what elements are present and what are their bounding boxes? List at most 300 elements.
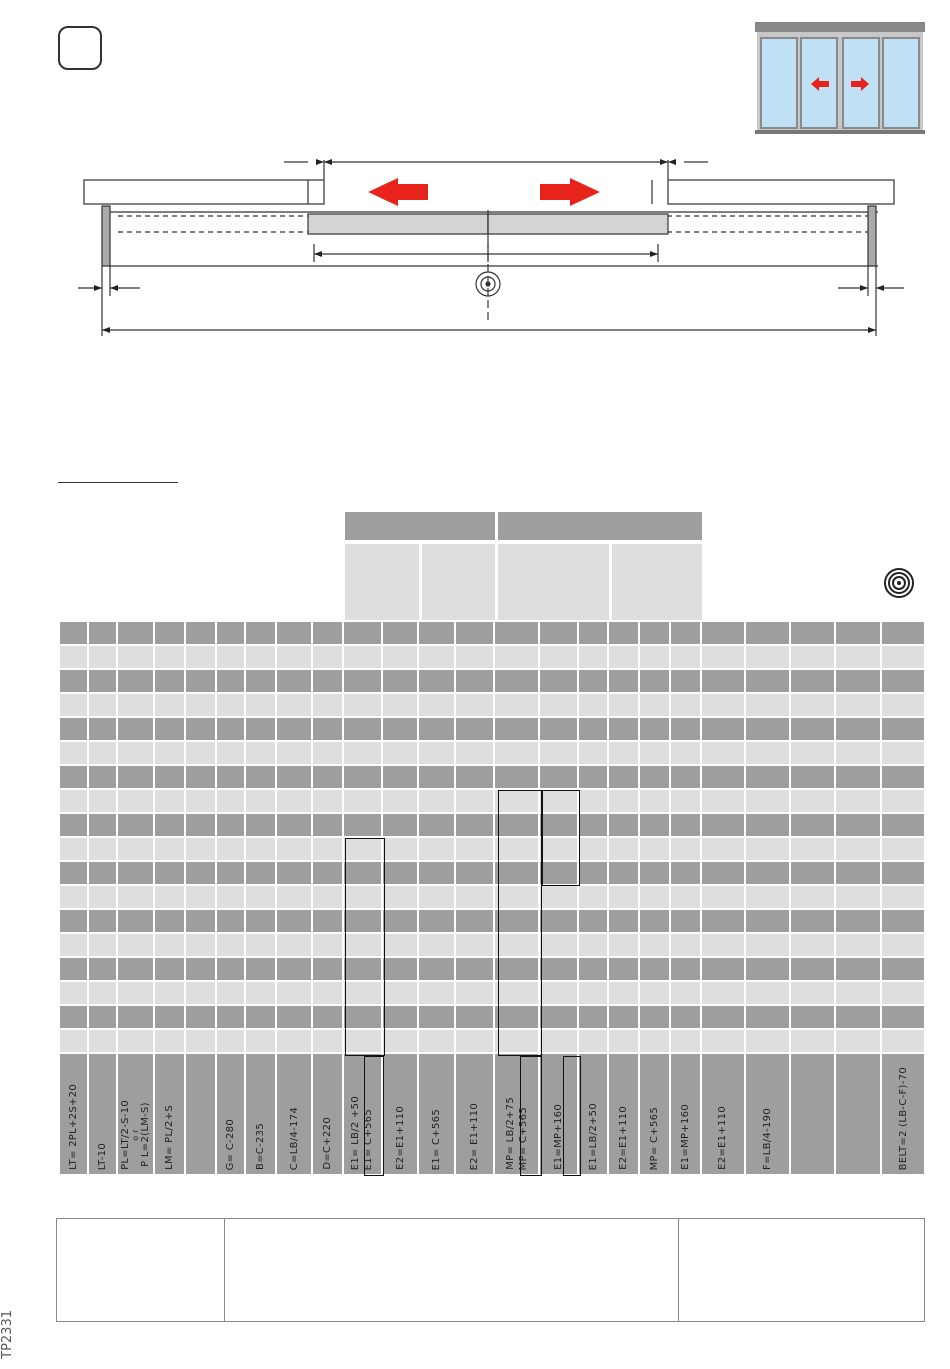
table-cell (540, 790, 577, 812)
table-cell (609, 646, 638, 668)
table-cell (217, 694, 244, 716)
table-row (60, 790, 924, 812)
table-cell (155, 622, 184, 644)
table-cell (609, 886, 638, 908)
table-cell (186, 1030, 215, 1052)
formula-line: F=LB/4-190 (761, 1108, 773, 1170)
table-cell (579, 934, 606, 956)
subheader-a2 (422, 544, 495, 620)
table-cell (640, 934, 669, 956)
table-cell (118, 910, 152, 932)
table-cell (277, 862, 310, 884)
formula-text (225, 1115, 236, 1170)
dimensions-table (58, 512, 926, 1178)
table-cell (89, 646, 116, 668)
table-cell (836, 838, 879, 860)
table-cell (791, 910, 834, 932)
formula-cell (882, 1054, 925, 1174)
table-cell (882, 886, 925, 908)
table-cell (186, 646, 215, 668)
table-cell (419, 1006, 453, 1028)
table-cell (495, 862, 538, 884)
table-cell (836, 982, 879, 1004)
table-cell (702, 982, 743, 1004)
table-cell (579, 622, 606, 644)
formula-cell (419, 1054, 453, 1174)
table-cell (671, 622, 700, 644)
table-cell (217, 886, 244, 908)
table-cell (118, 862, 152, 884)
table-cell (277, 1006, 310, 1028)
table-cell (313, 838, 342, 860)
table-cell (60, 958, 87, 980)
table-cell (89, 718, 116, 740)
subheader-b2 (612, 544, 702, 620)
table-cell (344, 814, 381, 836)
table-cell (882, 718, 925, 740)
table-cell (217, 838, 244, 860)
table-cell (882, 958, 925, 980)
table-cell (186, 718, 215, 740)
table-cell (419, 646, 453, 668)
table-cell (702, 718, 743, 740)
table-cell (746, 862, 789, 884)
table-cell (60, 934, 87, 956)
table-cell (155, 742, 184, 764)
table-cell (313, 622, 342, 644)
table-cell (277, 766, 310, 788)
table-cell (702, 814, 743, 836)
table-cell (344, 1030, 381, 1052)
table-cell (495, 838, 538, 860)
table-cell (383, 958, 417, 980)
table-cell (118, 742, 152, 764)
table-cell (60, 838, 87, 860)
subheader-b1 (498, 544, 609, 620)
table-cell (882, 742, 925, 764)
table-cell (791, 694, 834, 716)
table-cell (671, 934, 700, 956)
drawing-open-left-arrow-icon (368, 178, 428, 206)
table-cell (640, 958, 669, 980)
table-cell (383, 814, 417, 836)
table-cell (456, 934, 493, 956)
table-cell (579, 1006, 606, 1028)
formula-cell (186, 1054, 215, 1174)
table-cell (186, 934, 215, 956)
table-cell (277, 742, 310, 764)
table-cell (456, 982, 493, 1004)
table-cell (640, 670, 669, 692)
table-cell (383, 742, 417, 764)
table-cell (383, 694, 417, 716)
table-cell (383, 862, 417, 884)
table-cell (579, 766, 606, 788)
table-cell (702, 958, 743, 980)
table-cell (344, 646, 381, 668)
table-cell (540, 814, 577, 836)
table-cell (217, 982, 244, 1004)
table-cell (344, 790, 381, 812)
table-cell (313, 1030, 342, 1052)
formula-cell (671, 1054, 700, 1174)
table-cell (246, 982, 275, 1004)
table-cell (313, 886, 342, 908)
table-cell (186, 694, 215, 716)
formula-line: E1= C+565 (363, 1108, 375, 1170)
table-cell (495, 886, 538, 908)
table-cell (89, 886, 116, 908)
table-cell (186, 838, 215, 860)
table-cell (155, 694, 184, 716)
table-cell (671, 646, 700, 668)
table-cell (456, 862, 493, 884)
table-cell (702, 838, 743, 860)
table-cell (118, 670, 152, 692)
table-cell (344, 694, 381, 716)
table-cell (791, 814, 834, 836)
table-cell (246, 790, 275, 812)
table-cell (495, 910, 538, 932)
table-cell (383, 1030, 417, 1052)
table-cell (383, 838, 417, 860)
table-cell (419, 814, 453, 836)
table-cell (186, 862, 215, 884)
table-cell (246, 886, 275, 908)
formula-line: E1= LB/2 +50 (350, 1095, 362, 1170)
formula-text (762, 1104, 773, 1170)
table-cell (836, 910, 879, 932)
table-cell (277, 886, 310, 908)
table-cell (882, 670, 925, 692)
formula-cell (456, 1054, 493, 1174)
table-row (60, 862, 924, 884)
notes-cell-3 (679, 1219, 924, 1321)
table-cell (118, 646, 152, 668)
table-cell (836, 646, 879, 668)
table-cell (456, 670, 493, 692)
step-badge-icon (58, 26, 102, 70)
table-cell (118, 1030, 152, 1052)
table-cell (671, 790, 700, 812)
table-cell (186, 622, 215, 644)
table-cell (836, 1006, 879, 1028)
table-cell (313, 742, 342, 764)
table-cell (277, 982, 310, 1004)
formula-line: LM= PL/2+S (163, 1105, 175, 1170)
formula-text (97, 1139, 108, 1170)
table-cell (540, 694, 577, 716)
table-cell (383, 982, 417, 1004)
table-cell (671, 742, 700, 764)
table-cell (419, 718, 453, 740)
formula-line: MP= C+565 (648, 1106, 660, 1170)
table-cell (277, 1030, 310, 1052)
table-cell (155, 670, 184, 692)
table-cell (579, 838, 606, 860)
table-cell (836, 742, 879, 764)
table-cell (118, 982, 152, 1004)
table-cell (746, 694, 789, 716)
formula-text (618, 1102, 629, 1170)
formula-text (588, 1099, 599, 1170)
formula-line: PL=LT/2-S-10 (120, 1100, 131, 1170)
table-cell (836, 622, 879, 644)
formula-cell (640, 1054, 669, 1174)
table-cell (118, 838, 152, 860)
table-cell (579, 718, 606, 740)
table-cell (313, 694, 342, 716)
table-cell (791, 982, 834, 1004)
table-cell (456, 766, 493, 788)
formula-text (505, 1093, 516, 1170)
table-cell (118, 814, 152, 836)
table-cell (419, 862, 453, 884)
table-cell (746, 646, 789, 668)
table-row (60, 694, 924, 716)
formula-cell (60, 1054, 87, 1174)
table-row (60, 1030, 924, 1052)
table-cell (882, 934, 925, 956)
table-cell (836, 694, 879, 716)
group-header-b (498, 512, 702, 540)
table-cell (344, 934, 381, 956)
table-cell (836, 862, 879, 884)
table-cell (89, 694, 116, 716)
table-cell (791, 886, 834, 908)
table-cell (456, 814, 493, 836)
table-cell (882, 1030, 925, 1052)
table-cell (277, 622, 310, 644)
table-cell (456, 910, 493, 932)
table-cell (495, 766, 538, 788)
formula-cell (155, 1054, 184, 1174)
table-cell (495, 694, 538, 716)
formula-text (363, 1105, 374, 1170)
table-cell (671, 766, 700, 788)
table-cell (118, 622, 152, 644)
table-cell (540, 910, 577, 932)
table-cell (217, 814, 244, 836)
table-cell (882, 910, 925, 932)
table-cell (344, 862, 381, 884)
table-cell (495, 814, 538, 836)
table-cell (456, 886, 493, 908)
table-cell (155, 862, 184, 884)
table-cell (383, 718, 417, 740)
table-cell (882, 1006, 925, 1028)
table-cell (155, 934, 184, 956)
table-cell (186, 814, 215, 836)
table-cell (383, 646, 417, 668)
table-cell (579, 646, 606, 668)
formula-cell (791, 1054, 834, 1174)
table-cell (609, 862, 638, 884)
table-cell (344, 910, 381, 932)
formula-line: MP= C+565 (517, 1106, 529, 1170)
table-cell (155, 958, 184, 980)
table-cell (217, 910, 244, 932)
table-cell (419, 910, 453, 932)
formula-line: BELT=2 (LB-C-F)-70 (898, 1066, 910, 1170)
table-cell (579, 742, 606, 764)
table-cell (671, 1030, 700, 1052)
table-cell (344, 838, 381, 860)
table-cell (419, 886, 453, 908)
table-cell (495, 670, 538, 692)
formula-line: o r (131, 1129, 140, 1141)
formula-line: G= C-280 (225, 1118, 237, 1170)
formula-cell (579, 1054, 606, 1174)
table-cell (791, 1006, 834, 1028)
table-cell (640, 766, 669, 788)
table-cell (60, 886, 87, 908)
table-cell (609, 814, 638, 836)
table-cell (344, 958, 381, 980)
table-cell (702, 1006, 743, 1028)
table-cell (882, 622, 925, 644)
table-cell (540, 886, 577, 908)
formula-line: C=LB/4-174 (288, 1106, 300, 1170)
table-cell (246, 742, 275, 764)
table-cell (313, 766, 342, 788)
table-cell (540, 958, 577, 980)
table-cell (217, 646, 244, 668)
table-cell (540, 742, 577, 764)
formula-text (898, 1063, 909, 1170)
table-cell (419, 958, 453, 980)
table-cell (60, 766, 87, 788)
table-cell (89, 790, 116, 812)
formula-text (649, 1103, 660, 1170)
table-cell (791, 622, 834, 644)
table-cell (246, 766, 275, 788)
table-cell (383, 622, 417, 644)
table-cell (702, 934, 743, 956)
table-cell (836, 790, 879, 812)
table-cell (155, 646, 184, 668)
table-cell (419, 790, 453, 812)
table-cell (671, 886, 700, 908)
table-cell (60, 862, 87, 884)
table-cell (89, 1006, 116, 1028)
formula-text (469, 1099, 480, 1170)
table-cell (579, 910, 606, 932)
table-cell (60, 718, 87, 740)
table-cell (456, 694, 493, 716)
formula-cell (383, 1054, 417, 1174)
table-cell (155, 886, 184, 908)
table-cell (640, 622, 669, 644)
formula-cell (313, 1054, 342, 1174)
formula-cell (746, 1054, 789, 1174)
table-cell (746, 670, 789, 692)
table-cell (246, 862, 275, 884)
table-cell (746, 1030, 789, 1052)
table-cell (640, 790, 669, 812)
formula-line: E2=E1+110 (617, 1106, 629, 1170)
table-cell (456, 742, 493, 764)
table-cell (419, 838, 453, 860)
table-cell (313, 718, 342, 740)
formula-cell (609, 1054, 638, 1174)
table-cell (579, 886, 606, 908)
table-cell (419, 934, 453, 956)
table-cell (495, 1030, 538, 1052)
table-cell (702, 1030, 743, 1052)
table-cell (671, 862, 700, 884)
table-cell (186, 886, 215, 908)
table-cell (383, 886, 417, 908)
table-cell (313, 934, 342, 956)
table-cell (383, 1006, 417, 1028)
table-cell (495, 646, 538, 668)
table-cell (60, 670, 87, 692)
table-cell (609, 670, 638, 692)
table-cell (186, 982, 215, 1004)
table-cell (579, 958, 606, 980)
notes-cell-1 (57, 1219, 225, 1321)
formula-cell (118, 1054, 152, 1174)
table-cell (383, 934, 417, 956)
formula-text (120, 1096, 151, 1170)
table-cell (791, 790, 834, 812)
table-cell (246, 646, 275, 668)
table-cell (118, 694, 152, 716)
table-cell (540, 718, 577, 740)
formula-text (322, 1113, 333, 1170)
table-cell (456, 1030, 493, 1052)
table-cell (702, 790, 743, 812)
table-cell (217, 934, 244, 956)
table-row (60, 838, 924, 860)
table-cell (313, 646, 342, 668)
table-cell (89, 862, 116, 884)
table-cell (640, 814, 669, 836)
table-cell (609, 934, 638, 956)
table-cell (791, 958, 834, 980)
formula-line: MP= LB/2+75 (504, 1097, 516, 1170)
table-cell (791, 742, 834, 764)
table-cell (89, 982, 116, 1004)
table-cell (344, 1006, 381, 1028)
table-cell (640, 1006, 669, 1028)
formula-line: E1=MP+160 (553, 1104, 565, 1170)
table-cell (791, 718, 834, 740)
table-cell (419, 766, 453, 788)
table-cell (383, 766, 417, 788)
table-cell (456, 622, 493, 644)
table-cell (746, 622, 789, 644)
table-cell (277, 718, 310, 740)
table-cell (495, 958, 538, 980)
table-cell (791, 766, 834, 788)
table-cell (702, 670, 743, 692)
table-cell (836, 886, 879, 908)
table-cell (671, 910, 700, 932)
table-cell (246, 934, 275, 956)
table-cell (609, 718, 638, 740)
formula-cell (702, 1054, 743, 1174)
table-cell (217, 1030, 244, 1052)
table-cell (277, 814, 310, 836)
table-cell (118, 718, 152, 740)
table-cell (217, 790, 244, 812)
table-cell (186, 670, 215, 692)
table-cell (118, 958, 152, 980)
table-cell (540, 766, 577, 788)
table-cell (118, 886, 152, 908)
